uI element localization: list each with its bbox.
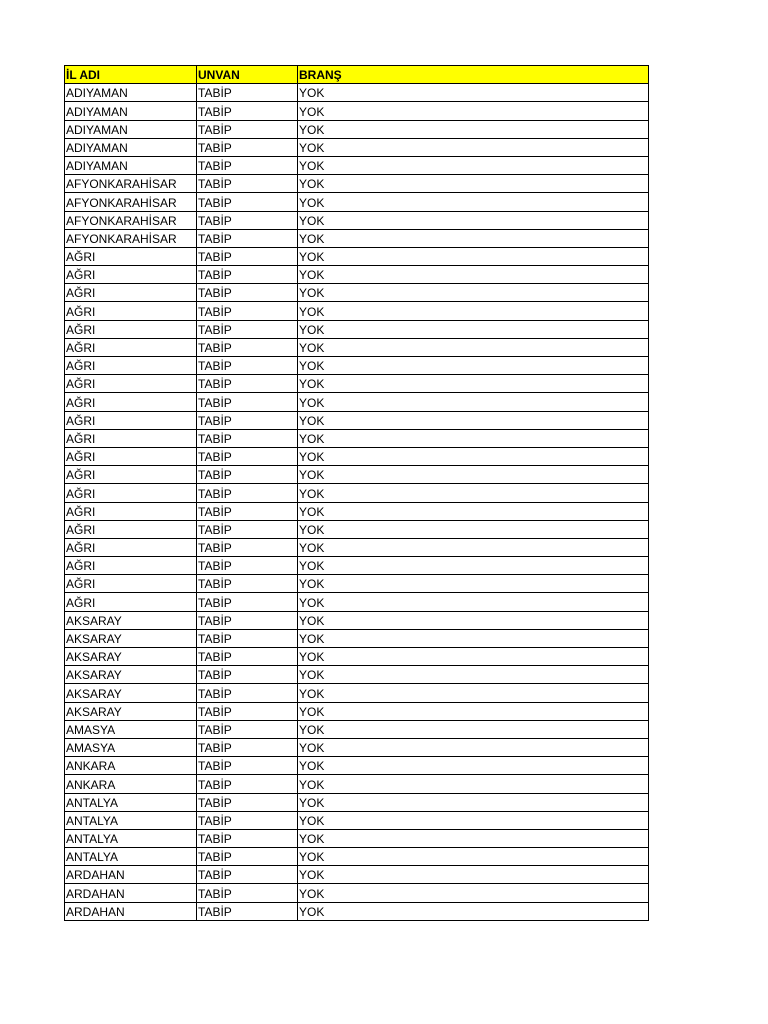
table-row [65,393,649,411]
table-row [65,375,649,393]
cell-unvan: TABİP [197,284,298,302]
table-row [65,757,649,775]
cell-il-adi: ADIYAMAN [65,84,197,102]
cell-unvan: TABİP [197,266,298,284]
table-row [65,811,649,829]
cell-brans: YOK [298,466,649,484]
table-row [65,447,649,465]
cell-brans: YOK [298,247,649,265]
cell-unvan: TABİP [197,411,298,429]
cell-unvan: TABİP [197,138,298,156]
cell-il-adi: ARDAHAN [65,902,197,920]
cell-brans: YOK [298,793,649,811]
table-row [65,266,649,284]
cell-unvan: TABİP [197,775,298,793]
cell-unvan: TABİP [197,502,298,520]
cell-il-adi: AFYONKARAHİSAR [65,211,197,229]
cell-unvan: TABİP [197,357,298,375]
cell-brans: YOK [298,575,649,593]
cell-brans: YOK [298,902,649,920]
cell-il-adi: AĞRI [65,429,197,447]
cell-brans: YOK [298,629,649,647]
cell-unvan: TABİP [197,156,298,174]
cell-il-adi: AĞRI [65,266,197,284]
cell-brans: YOK [298,848,649,866]
table-row [65,229,649,247]
table-row [65,284,649,302]
cell-unvan: TABİP [197,811,298,829]
table-row [65,666,649,684]
cell-brans: YOK [298,393,649,411]
cell-il-adi: AĞRI [65,466,197,484]
cell-unvan: TABİP [197,629,298,647]
cell-il-adi: ARDAHAN [65,866,197,884]
cell-unvan: TABİP [197,593,298,611]
cell-il-adi: ANTALYA [65,829,197,847]
table-row [65,884,649,902]
table-row [65,120,649,138]
cell-unvan: TABİP [197,302,298,320]
cell-unvan: TABİP [197,884,298,902]
cell-il-adi: AFYONKARAHİSAR [65,193,197,211]
column-header-brans: BRANŞ [298,66,649,84]
cell-il-adi: ADIYAMAN [65,138,197,156]
cell-unvan: TABİP [197,393,298,411]
cell-il-adi: AĞRI [65,520,197,538]
cell-unvan: TABİP [197,575,298,593]
cell-unvan: TABİP [197,848,298,866]
table-row [65,357,649,375]
cell-il-adi: AKSARAY [65,611,197,629]
table-row [65,557,649,575]
cell-brans: YOK [298,557,649,575]
cell-brans: YOK [298,720,649,738]
cell-il-adi: ANTALYA [65,811,197,829]
cell-unvan: TABİP [197,902,298,920]
cell-brans: YOK [298,284,649,302]
cell-unvan: TABİP [197,338,298,356]
table-row [65,247,649,265]
cell-brans: YOK [298,193,649,211]
cell-brans: YOK [298,648,649,666]
table-row [65,193,649,211]
cell-brans: YOK [298,357,649,375]
table-row [65,338,649,356]
cell-il-adi: AĞRI [65,375,197,393]
cell-brans: YOK [298,811,649,829]
cell-il-adi: AMASYA [65,720,197,738]
table-row [65,211,649,229]
cell-unvan: TABİP [197,193,298,211]
table-row [65,320,649,338]
cell-brans: YOK [298,520,649,538]
cell-brans: YOK [298,338,649,356]
cell-unvan: TABİP [197,466,298,484]
cell-unvan: TABİP [197,738,298,756]
cell-brans: YOK [298,175,649,193]
cell-unvan: TABİP [197,120,298,138]
cell-brans: YOK [298,375,649,393]
table-row [65,502,649,520]
column-header-unvan: UNVAN [197,66,298,84]
cell-unvan: TABİP [197,538,298,556]
cell-brans: YOK [298,738,649,756]
cell-unvan: TABİP [197,648,298,666]
table-row [65,520,649,538]
cell-unvan: TABİP [197,666,298,684]
cell-brans: YOK [298,702,649,720]
table-row [65,629,649,647]
cell-brans: YOK [298,429,649,447]
table-row [65,611,649,629]
cell-il-adi: AĞRI [65,393,197,411]
table-row [65,175,649,193]
cell-il-adi: AĞRI [65,284,197,302]
cell-il-adi: ANTALYA [65,793,197,811]
cell-unvan: TABİP [197,684,298,702]
cell-il-adi: ANKARA [65,775,197,793]
cell-brans: YOK [298,266,649,284]
cell-brans: YOK [298,593,649,611]
cell-unvan: TABİP [197,102,298,120]
cell-unvan: TABİP [197,320,298,338]
cell-brans: YOK [298,866,649,884]
table-row [65,484,649,502]
cell-il-adi: ADIYAMAN [65,156,197,174]
table-row [65,793,649,811]
table-row [65,648,649,666]
cell-il-adi: AKSARAY [65,666,197,684]
table-row [65,411,649,429]
cell-brans: YOK [298,320,649,338]
cell-unvan: TABİP [197,720,298,738]
cell-unvan: TABİP [197,84,298,102]
header-row [65,66,649,84]
cell-brans: YOK [298,120,649,138]
table-row [65,775,649,793]
table-row [65,684,649,702]
table-row [65,102,649,120]
cell-il-adi: ANTALYA [65,848,197,866]
cell-il-adi: AFYONKARAHİSAR [65,229,197,247]
cell-il-adi: AMASYA [65,738,197,756]
cell-unvan: TABİP [197,702,298,720]
cell-il-adi: ADIYAMAN [65,102,197,120]
cell-brans: YOK [298,666,649,684]
cell-brans: YOK [298,484,649,502]
cell-unvan: TABİP [197,375,298,393]
cell-il-adi: AĞRI [65,320,197,338]
cell-il-adi: ANKARA [65,757,197,775]
table-row [65,538,649,556]
cell-brans: YOK [298,138,649,156]
cell-brans: YOK [298,156,649,174]
cell-il-adi: AĞRI [65,502,197,520]
cell-unvan: TABİP [197,175,298,193]
cell-unvan: TABİP [197,793,298,811]
cell-brans: YOK [298,502,649,520]
cell-unvan: TABİP [197,611,298,629]
table-row [65,84,649,102]
data-table [64,65,649,921]
cell-il-adi: AĞRI [65,302,197,320]
table-row [65,138,649,156]
cell-il-adi: AĞRI [65,357,197,375]
table-row [65,156,649,174]
cell-unvan: TABİP [197,429,298,447]
cell-il-adi: AFYONKARAHİSAR [65,175,197,193]
table-row [65,848,649,866]
column-header-il-adi: İL ADI [65,66,197,84]
cell-brans: YOK [298,302,649,320]
cell-il-adi: AKSARAY [65,702,197,720]
cell-unvan: TABİP [197,484,298,502]
table-row [65,829,649,847]
cell-brans: YOK [298,447,649,465]
cell-brans: YOK [298,757,649,775]
cell-il-adi: ARDAHAN [65,884,197,902]
cell-brans: YOK [298,211,649,229]
cell-unvan: TABİP [197,557,298,575]
cell-il-adi: AKSARAY [65,648,197,666]
table-row [65,593,649,611]
table-row [65,738,649,756]
cell-unvan: TABİP [197,829,298,847]
cell-unvan: TABİP [197,520,298,538]
cell-unvan: TABİP [197,247,298,265]
cell-il-adi: AĞRI [65,338,197,356]
cell-il-adi: ADIYAMAN [65,120,197,138]
cell-il-adi: AKSARAY [65,629,197,647]
cell-il-adi: AĞRI [65,411,197,429]
cell-il-adi: AĞRI [65,575,197,593]
cell-il-adi: AĞRI [65,538,197,556]
cell-unvan: TABİP [197,211,298,229]
table-row [65,429,649,447]
cell-il-adi: AĞRI [65,247,197,265]
table-row [65,702,649,720]
cell-unvan: TABİP [197,447,298,465]
cell-unvan: TABİP [197,757,298,775]
table-row [65,720,649,738]
cell-brans: YOK [298,829,649,847]
table-row [65,302,649,320]
cell-unvan: TABİP [197,229,298,247]
table-row [65,466,649,484]
cell-brans: YOK [298,102,649,120]
cell-il-adi: AĞRI [65,593,197,611]
table-header [65,66,649,84]
cell-brans: YOK [298,538,649,556]
cell-il-adi: AĞRI [65,557,197,575]
cell-brans: YOK [298,684,649,702]
cell-il-adi: AKSARAY [65,684,197,702]
table-row [65,866,649,884]
cell-il-adi: AĞRI [65,484,197,502]
cell-unvan: TABİP [197,866,298,884]
cell-brans: YOK [298,411,649,429]
cell-il-adi: AĞRI [65,447,197,465]
cell-brans: YOK [298,884,649,902]
table-body [65,84,649,921]
cell-brans: YOK [298,775,649,793]
table-row [65,575,649,593]
cell-brans: YOK [298,84,649,102]
cell-brans: YOK [298,229,649,247]
table-row [65,902,649,920]
cell-brans: YOK [298,611,649,629]
